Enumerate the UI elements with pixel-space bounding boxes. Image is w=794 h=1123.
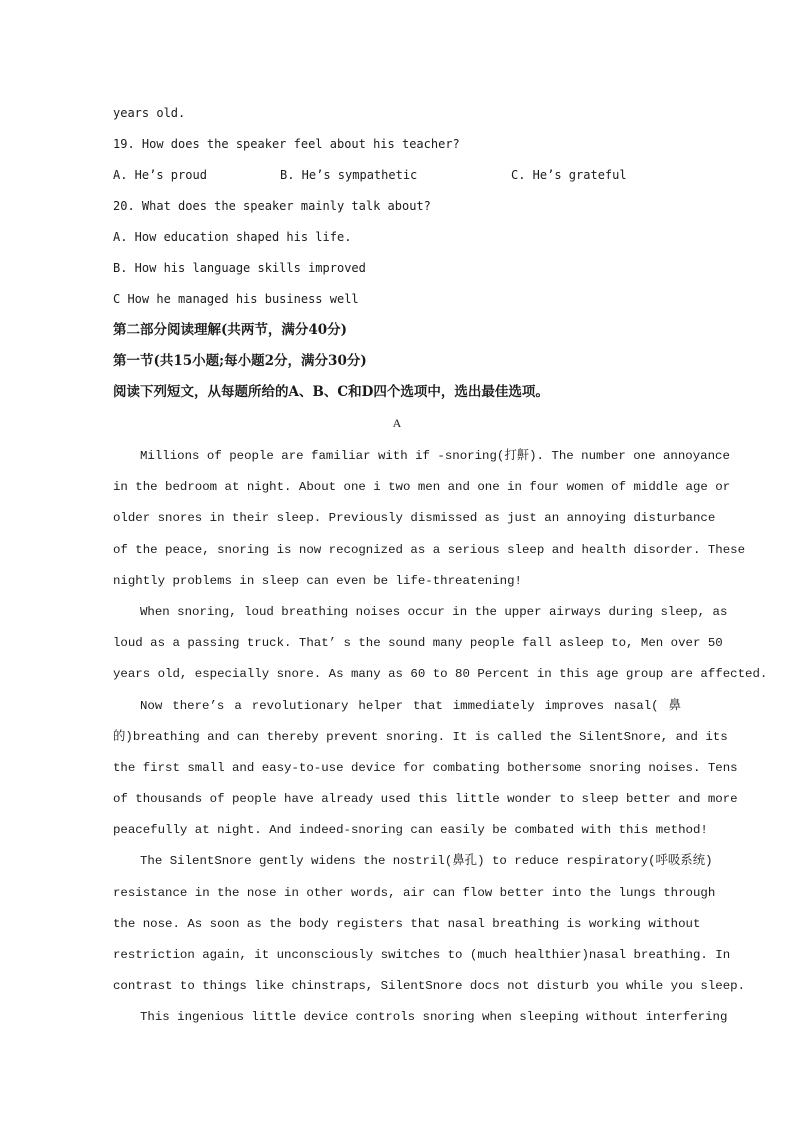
paragraph-line: Now there’s a revolutionary helper that immediately improves nasal( 鼻 [140, 698, 681, 713]
passage-paragraph [113, 1002, 728, 1033]
option-a: A. He’s proud [113, 168, 207, 182]
option-c: C. He’s grateful [511, 168, 627, 182]
passage-paragraph [113, 597, 768, 691]
question-19: 19. How does the speaker feel about his teacher? [113, 137, 460, 151]
paragraph-line: resistance in the nose in other words, air can flow better into the lungs through [113, 885, 716, 900]
paragraph-line: The SilentSnore gently widens the nostril(鼻孔) to reduce respiratory(呼吸系统) [140, 854, 713, 869]
paragraph-line: in the bedroom at night. About one i two men and one in four women of middle age or [113, 480, 731, 495]
passage-paragraph [113, 691, 738, 847]
passage-body [113, 441, 768, 1034]
paragraph-line: nightly problems in sleep can even be life-threatening! [113, 573, 522, 588]
question-19-options [113, 162, 681, 193]
option-a: A. How education shaped his life. [113, 230, 352, 244]
continuation-text: years old. [113, 106, 186, 120]
question-20: 20. What does the speaker mainly talk about? [113, 199, 431, 213]
paragraph-line: of thousands of people have already used this little wonder to sleep better and more [113, 792, 738, 807]
paragraph-line: the nose. As soon as the body registers that nasal breathing is working without [113, 916, 701, 931]
paragraph-line: years old, especially snore. As many as 60 to 80 Percent in this age group are affected. [113, 667, 768, 682]
paragraph-line: contrast to things like chinstraps, SilentSnore docs not disturb you while you sleep. [113, 979, 746, 994]
paragraph-line: When snoring, loud breathing noises occur in the upper airways during sleep, as [140, 604, 728, 619]
part-heading: 第二部分阅读理解(共两节，满分40分) [113, 322, 348, 338]
paragraph-line: 的)breathing and can thereby prevent snoring. It is called the SilentSnore, and its [113, 729, 728, 744]
paragraph-line: older snores in their sleep. Previously dismissed as just an annoying disturbance [113, 511, 716, 526]
paragraph-line: This ingenious little device controls snoring when sleeping without interfering [140, 1010, 728, 1025]
passage-paragraph [113, 846, 746, 1002]
section-heading: 第一节(共15小题;每小题2分，满分30分) [113, 353, 367, 369]
paragraph-line: Millions of people are familiar with if -snoring(打鼾). The number one annoyance [140, 449, 730, 463]
passage-paragraph [113, 441, 746, 597]
paragraph-line: loud as a passing truck. That’ s the sound many people fall asleep to, Men over 50 [113, 636, 723, 651]
option-c: C How he managed his business well [113, 292, 359, 306]
option-b: B. He’s sympathetic [280, 168, 418, 182]
paragraph-line: peacefully at night. And indeed-snoring can easily be combated with this method! [113, 823, 708, 838]
passage-label: A [392, 416, 402, 430]
paragraph-line: restriction again, it unconsciously switches to (much healthier)nasal breathing. In [113, 948, 731, 962]
paragraph-line: of the peace, snoring is now recognized as a serious sleep and health disorder. These [113, 542, 746, 557]
document-page [113, 100, 768, 1034]
instruction-text: 阅读下列短文，从每题所给的A、B、C和D四个选项中，选出最佳选项。 [113, 384, 549, 400]
paragraph-line: the first small and easy-to-use device for combating bothersome snoring noises. Tens [113, 760, 738, 775]
option-b: B. How his language skills improved [113, 261, 366, 275]
